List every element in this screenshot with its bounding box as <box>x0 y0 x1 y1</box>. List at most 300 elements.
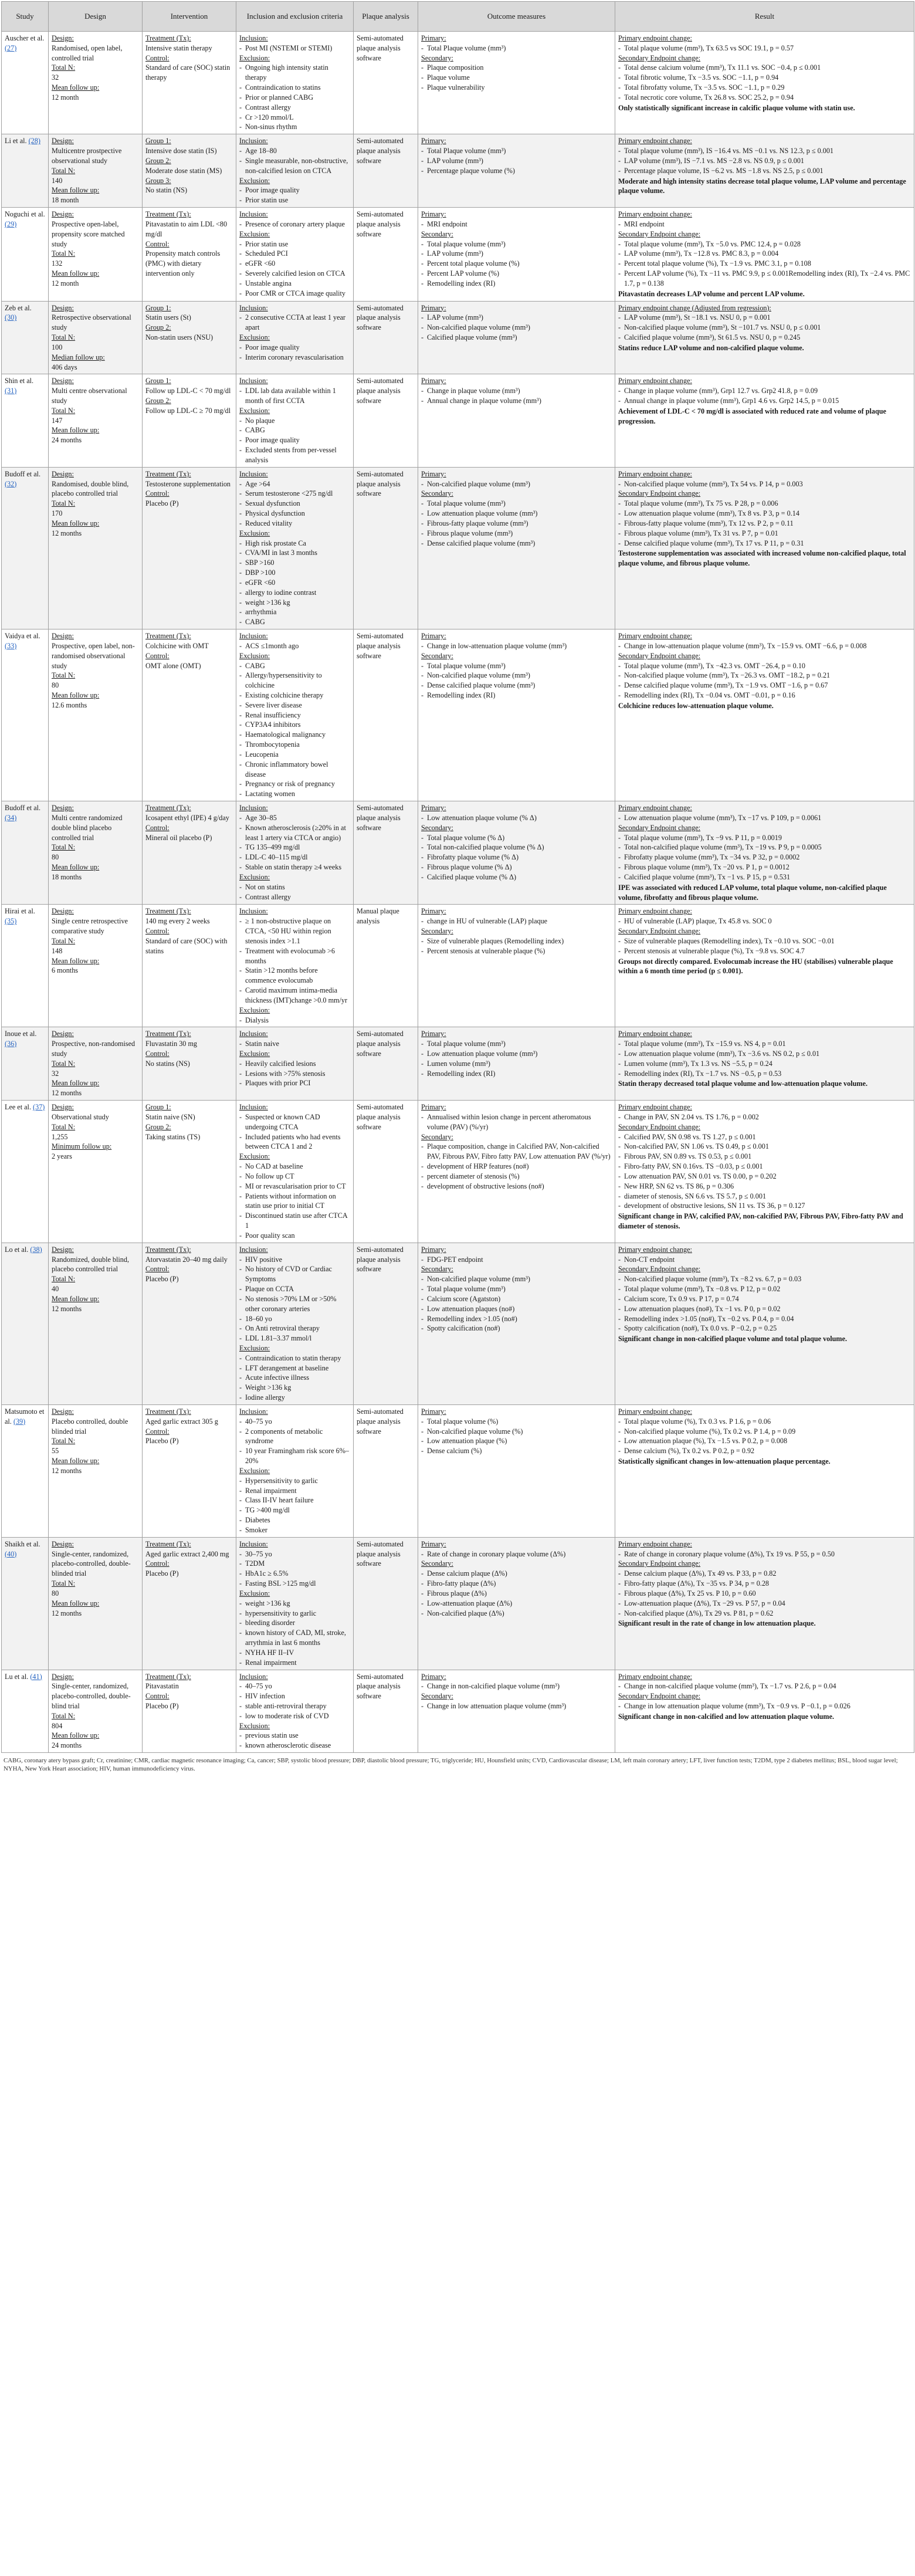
plaque-analysis-method: Semi-automated plaque analysis software <box>357 804 404 832</box>
reference-link[interactable]: (27) <box>5 43 17 52</box>
design-value: 147 <box>52 416 63 425</box>
intervention-label: Control: <box>145 239 170 248</box>
outcome-item: - Dense calcium plaque (Δ%) <box>421 1569 612 1579</box>
design-value: Observational study <box>52 1112 109 1121</box>
table-row <box>2 1404 914 1537</box>
criteria-item: - MI or revascularisation prior to CT <box>239 1182 350 1191</box>
outcome-item: - Low attenuation plaques (no#) <box>421 1304 612 1314</box>
result-item: - Fibrous PAV, SN 0.89 vs. TS 0.53, p ≤ 0.001 <box>618 1152 911 1162</box>
result-item: - Low attenuation plaques (no#), Tx −1 vs. P 0, p = 0.02 <box>618 1304 911 1314</box>
outcome-list <box>421 1274 612 1333</box>
criteria-item: - ACS ≤1month ago <box>239 641 350 651</box>
study-name: Vaidya et al. <box>5 632 40 641</box>
reference-link[interactable]: (37) <box>33 1103 45 1112</box>
reference-link[interactable]: (35) <box>5 917 17 926</box>
intervention-value: Standard of care (SOC) statin therapy <box>145 63 231 82</box>
cell-result <box>615 301 914 374</box>
result-item: - Total fibrofatty volume, Tx −3.5 vs. SOC −1.1, p = 0.29 <box>618 83 911 93</box>
result-heading: Primary endpoint change (Adjusted from regression): <box>618 303 771 312</box>
reference-link[interactable]: (33) <box>5 641 17 650</box>
cell-plaque-analysis <box>354 208 418 301</box>
criteria-list <box>239 386 350 406</box>
design-value: 170 <box>52 509 63 518</box>
outcome-heading: Primary: <box>421 907 446 916</box>
outcome-list <box>421 1681 612 1691</box>
result-item: - Non-calcified plaque volume (mm³), Tx 54 vs. P 14, p = 0.003 <box>618 479 911 489</box>
result-list <box>618 1112 911 1122</box>
criteria-item: - Physical dysfunction <box>239 509 350 519</box>
design-label: Total N: <box>52 1437 76 1446</box>
outcome-heading: Primary: <box>421 137 446 145</box>
outcome-item: - Percent stenosis at vulnerable plaque (%) <box>421 946 612 956</box>
design-value: 6 months <box>52 966 79 975</box>
intervention-value: Aged garlic extract 305 g <box>145 1417 218 1426</box>
outcome-item: - Fibrous plaque (Δ%) <box>421 1589 612 1599</box>
criteria-list <box>239 1731 350 1751</box>
cell-design <box>49 301 143 374</box>
intervention-label: Treatment (Tx): <box>145 1539 191 1548</box>
cell-study <box>2 32 49 134</box>
result-item: - Remodelling index (RI), Tx −0.04 vs. OMT −0.01, p = 0.16 <box>618 690 911 700</box>
cell-result <box>615 1101 914 1243</box>
criteria-item: - CYP3A4 inhibitors <box>239 720 350 730</box>
cell-intervention <box>143 905 236 1027</box>
design-value: 32 <box>52 73 59 82</box>
criteria-item: - low to moderate risk of CVD <box>239 1711 350 1721</box>
result-list <box>618 63 911 102</box>
criteria-item: - Lactating women <box>239 789 350 799</box>
outcome-item: - Fibrous-fatty plaque volume (mm³) <box>421 519 612 529</box>
criteria-item: - Cr >120 mmol/L <box>239 113 350 123</box>
outcome-item: - Fibrous plaque volume (% Δ) <box>421 862 612 872</box>
criteria-item: - stable anti-retroviral therapy <box>239 1701 350 1711</box>
result-item: - Total plaque volume (mm³), Tx 63.5 vs SOC 19.1, p = 0.57 <box>618 43 911 53</box>
cell-criteria <box>236 1101 354 1243</box>
design-value: Randomised, double blind, placebo controlled trial <box>52 479 129 498</box>
result-list <box>618 1569 911 1618</box>
criteria-item: - Heavily calcified lesions <box>239 1059 350 1069</box>
result-item: - Calcium score, Tx 0.9 vs. P 17, p = 0.74 <box>618 1294 911 1304</box>
outcome-heading: Secondary: <box>421 1692 453 1701</box>
criteria-item: - Class II-IV heart failure <box>239 1495 350 1505</box>
result-list <box>618 1274 911 1333</box>
reference-link[interactable]: (36) <box>5 1040 17 1048</box>
criteria-list <box>239 146 350 175</box>
result-heading: Primary endpoint change: <box>618 804 692 813</box>
outcome-list <box>421 1039 612 1078</box>
criteria-item: - Smoker <box>239 1525 350 1535</box>
result-item: - Fibrofatty plaque volume (mm³), Tx −34 vs. P 32, p = 0.0002 <box>618 852 911 862</box>
intervention-label: Treatment (Tx): <box>145 907 191 916</box>
plaque-analysis-method: Semi-automated plaque analysis software <box>357 377 404 405</box>
result-list <box>618 916 911 926</box>
design-label: Total N: <box>52 333 76 342</box>
result-item: - Total plaque volume (mm³), Tx −15.9 vs. NS 4, p = 0.01 <box>618 1039 911 1049</box>
cell-study <box>2 1101 49 1243</box>
outcome-item: - LAP volume (mm³) <box>421 313 612 323</box>
cell-design <box>49 629 143 801</box>
outcome-item: - FDG-PET endpoint <box>421 1255 612 1265</box>
design-label: Total N: <box>52 1711 76 1720</box>
result-item: - Non-calcified plaque volume (mm³), Tx −8.2 vs. 6.7, p = 0.03 <box>618 1274 911 1284</box>
cell-criteria <box>236 467 354 629</box>
reference-link[interactable]: (34) <box>5 813 17 822</box>
outcome-item: - Change in low attenuation plaque volume (mm³) <box>421 1701 612 1711</box>
criteria-item: - Contrast allergy <box>239 103 350 113</box>
design-label: Total N: <box>52 936 76 945</box>
design-value: 132 <box>52 259 63 268</box>
intervention-label: Control: <box>145 927 170 936</box>
outcome-heading: Secondary: <box>421 489 453 498</box>
study-name: Hirai et al. <box>5 907 35 916</box>
intervention-value: Icosapent ethyl (IPE) 4 g/day <box>145 813 229 822</box>
outcome-item: - Non-calcified plaque (Δ%) <box>421 1609 612 1619</box>
intervention-label: Control: <box>145 53 170 62</box>
outcome-list <box>421 1417 612 1456</box>
design-value: 12.6 months <box>52 700 87 709</box>
criteria-item: - 2 components of metabolic syndrome <box>239 1427 350 1447</box>
result-item: - Total fibrotic volume, Tx −3.5 vs. SOC −1.1, p = 0.94 <box>618 73 911 83</box>
table-body <box>2 32 914 1753</box>
design-value: 140 <box>52 176 63 185</box>
criteria-item: - CABG <box>239 661 350 671</box>
design-value: 80 <box>52 681 59 690</box>
criteria-item: - Scheduled PCI <box>239 249 350 259</box>
cell-design <box>49 1537 143 1670</box>
cell-outcome-measures <box>418 32 615 134</box>
cell-intervention <box>143 374 236 467</box>
outcome-item: - Total plaque volume (%) <box>421 1417 612 1427</box>
cell-intervention <box>143 629 236 801</box>
result-conclusion: Moderate and high intensity statins decrease total plaque volume, LAP volume and percentage plaque volume. <box>618 177 906 195</box>
design-label: Mean follow up: <box>52 1079 100 1088</box>
outcome-list <box>421 833 612 882</box>
criteria-item: - DBP >100 <box>239 568 350 578</box>
result-heading: Secondary Endpoint change: <box>618 1265 701 1274</box>
criteria-item: - hypersensitivity to garlic <box>239 1609 350 1619</box>
criteria-list <box>239 479 350 529</box>
cell-design <box>49 1243 143 1404</box>
outcome-item: - Plaque composition, change in Calcified PAV, Non-calcified PAV, Fibrous PAV, Fibro fatty PAV, Low attenuation PAV (%/yr) <box>421 1142 612 1162</box>
outcome-item: - Remodelling index (RI) <box>421 690 612 700</box>
intervention-value: Mineral oil placebo (P) <box>145 833 212 842</box>
result-item: - Total dense calcium volume (mm³), Tx 11.1 vs. SOC −0.4, p ≤ 0.001 <box>618 63 911 73</box>
cell-outcome-measures <box>418 1537 615 1670</box>
criteria-item: - weight >136 kg <box>239 1599 350 1609</box>
cell-study <box>2 1027 49 1101</box>
result-item: - HU of vulnerable (LAP) plaque, Tx 45.8 vs. SOC 0 <box>618 916 911 926</box>
result-item: - Lumen volume (mm³), Tx 1.3 vs. NS −5.5, p = 0.24 <box>618 1059 911 1069</box>
outcome-item: - Percent LAP volume (%) <box>421 269 612 279</box>
design-value: 12 month <box>52 279 79 287</box>
design-label: Mean follow up: <box>52 1731 100 1740</box>
criteria-heading: Exclusion: <box>239 651 270 660</box>
cell-plaque-analysis <box>354 1404 418 1537</box>
criteria-item: - Treatment with evolocumab >6 months <box>239 946 350 966</box>
outcome-item: - Total plaque volume (% Δ) <box>421 833 612 843</box>
criteria-heading: Exclusion: <box>239 229 270 238</box>
intervention-value: Pitavastatin <box>145 1682 179 1691</box>
design-value: Prospective, non-randomised study <box>52 1040 135 1058</box>
result-item: - Total plaque volume (mm³), Tx −0.8 vs. P 12, p = 0.02 <box>618 1284 911 1294</box>
design-value: 18 months <box>52 872 82 881</box>
outcome-item: - Fibrous plaque volume (mm³) <box>421 529 612 539</box>
criteria-item: - Ongoing high intensity statin therapy <box>239 63 350 83</box>
outcome-list <box>421 1549 612 1559</box>
outcome-item: - LAP volume (mm³) <box>421 156 612 166</box>
criteria-item: - Hypersensitivity to garlic <box>239 1476 350 1486</box>
design-value: 12 months <box>52 1466 82 1475</box>
outcome-item: - Fibro-fatty plaque (Δ%) <box>421 1579 612 1589</box>
criteria-item: - LFT derangement at baseline <box>239 1363 350 1373</box>
criteria-item: - Thrombocytopenia <box>239 740 350 750</box>
plaque-analysis-method: Semi-automated plaque analysis software <box>357 1672 404 1701</box>
criteria-list <box>239 1476 350 1535</box>
cell-study <box>2 374 49 467</box>
cell-intervention <box>143 1027 236 1101</box>
design-label: Total N: <box>52 1122 76 1131</box>
reference-link[interactable]: (28) <box>28 137 40 145</box>
result-item: - Total non-calcified plaque volume (mm³), Tx −19 vs. P 9, p = 0.0005 <box>618 842 911 852</box>
cell-intervention <box>143 134 236 208</box>
cell-design <box>49 1027 143 1101</box>
reference-link[interactable]: (30) <box>5 313 17 322</box>
result-conclusion: Statins reduce LAP volume and non-calcified plaque volume. <box>618 343 804 352</box>
cell-plaque-analysis <box>354 801 418 905</box>
criteria-list <box>239 1039 350 1049</box>
criteria-item: - Renal insufficiency <box>239 710 350 720</box>
result-conclusion: Groups not directly compared. Evolocumab increase the HU (stabilises) vulnerable plaque within a 6 month time period (p ≤ 0.001). <box>618 957 893 976</box>
outcome-item: - development of HRP features (no#) <box>421 1162 612 1172</box>
design-value: 80 <box>52 1589 59 1597</box>
intervention-label: Treatment (Tx): <box>145 210 191 219</box>
criteria-item: - TG >400 mg/dl <box>239 1505 350 1515</box>
result-item: - Change in PAV, SN 2.04 vs. TS 1.76, p = 0.002 <box>618 1112 911 1122</box>
outcome-item: - Plaque composition <box>421 63 612 73</box>
plaque-analysis-method: Semi-automated plaque analysis software <box>357 1539 404 1568</box>
study-name: Matsumoto et al. <box>5 1407 45 1426</box>
criteria-item: - 40–75 yo <box>239 1681 350 1691</box>
criteria-item: - ≥ 1 non-obstructive plaque on CTCA, <50 HU within region stenosis index >1.1 <box>239 916 350 946</box>
result-list <box>618 661 911 700</box>
table-row <box>2 1243 914 1404</box>
cell-result <box>615 801 914 905</box>
intervention-label: Treatment (Tx): <box>145 632 191 641</box>
intervention-label: Control: <box>145 1265 170 1274</box>
result-item: - LAP volume (mm³), St −18.1 vs. NSU 0, p = 0.001 <box>618 313 911 323</box>
result-item: - Fibrous plaque volume (mm³), Tx −20 vs. P 1, p = 0.0012 <box>618 862 911 872</box>
intervention-value: Placebo (P) <box>145 499 179 508</box>
outcome-heading: Primary: <box>421 34 446 42</box>
intervention-label: Treatment (Tx): <box>145 1030 191 1038</box>
reference-link[interactable]: (40) <box>5 1549 17 1558</box>
header-plaque-analysis: Plaque analysis <box>354 2 418 32</box>
outcome-list <box>421 1255 612 1265</box>
cell-design <box>49 1404 143 1537</box>
outcome-item: - Dense calcium (%) <box>421 1446 612 1456</box>
design-label: Design: <box>52 1539 74 1548</box>
criteria-heading: Inclusion: <box>239 1407 268 1416</box>
criteria-item: - Single measurable, non-obstructive, non-calcified lesion on CTCA <box>239 156 350 176</box>
design-label: Mean follow up: <box>52 1599 100 1607</box>
design-label: Total N: <box>52 843 76 852</box>
criteria-item: - T2DM <box>239 1559 350 1569</box>
design-value: Multi centre observational study <box>52 387 127 405</box>
design-value: 1,255 <box>52 1132 68 1141</box>
plaque-analysis-method: Manual plaque analysis <box>357 907 399 926</box>
criteria-item: - LDL lab data available within 1 month of first CCTA <box>239 386 350 406</box>
outcome-item: - Fibrofatty plaque volume (% Δ) <box>421 852 612 862</box>
intervention-label: Treatment (Tx): <box>145 34 191 42</box>
result-conclusion: Colchicine reduces low-attenuation plaque volume. <box>618 701 774 710</box>
intervention-value: No statins (NS) <box>145 1059 190 1068</box>
table-row <box>2 905 914 1027</box>
result-list <box>618 1549 911 1559</box>
cell-result <box>615 905 914 1027</box>
reference-link[interactable]: (38) <box>30 1245 42 1254</box>
outcome-heading: Secondary: <box>421 229 453 238</box>
cell-study <box>2 905 49 1027</box>
outcome-list <box>421 146 612 175</box>
outcome-item: - Total Plaque volume (mm³) <box>421 43 612 53</box>
header-study: Study <box>2 2 49 32</box>
design-value: Single-center, randomized, placebo-controlled, double-blind trial <box>52 1682 131 1710</box>
design-label: Design: <box>52 632 74 641</box>
criteria-item: - eGFR <60 <box>239 578 350 588</box>
study-name: Inoue et al. <box>5 1030 37 1038</box>
design-value: 40 <box>52 1285 59 1294</box>
outcome-item: - Change in low-attenuation plaque volume (mm³) <box>421 641 612 651</box>
cell-outcome-measures <box>418 208 615 301</box>
criteria-item: - Not on statins <box>239 882 350 892</box>
criteria-heading: Inclusion: <box>239 1672 268 1681</box>
result-list <box>618 1255 911 1265</box>
result-heading: Primary endpoint change: <box>618 1030 692 1038</box>
outcome-item: - Low attenuation plaque volume (mm³) <box>421 509 612 519</box>
outcome-item: - MRI endpoint <box>421 219 612 229</box>
cell-study <box>2 1537 49 1670</box>
design-value: 100 <box>52 343 63 351</box>
intervention-value: Follow up LDL-C < 70 mg/dl <box>145 387 231 395</box>
reference-link[interactable]: (39) <box>13 1417 26 1426</box>
criteria-item: - Known atherosclerosis (≥20% in at least 1 artery via CTCA or angio) <box>239 823 350 843</box>
cell-criteria <box>236 301 354 374</box>
design-value: 804 <box>52 1721 63 1730</box>
cell-outcome-measures <box>418 629 615 801</box>
intervention-label: Control: <box>145 1427 170 1436</box>
outcome-heading: Secondary: <box>421 1265 453 1274</box>
intervention-value: Atorvastatin 20–40 mg daily <box>145 1255 228 1264</box>
result-item: - Non-calcified plaque (Δ%), Tx 29 vs. P 81, p = 0.62 <box>618 1609 911 1619</box>
criteria-item: - Renal impairment <box>239 1486 350 1496</box>
outcome-item: - Spotty calcification (no#) <box>421 1323 612 1333</box>
cell-result <box>615 1670 914 1753</box>
result-list <box>618 146 911 175</box>
criteria-heading: Exclusion: <box>239 1466 270 1475</box>
criteria-list <box>239 43 350 53</box>
cell-intervention <box>143 1537 236 1670</box>
outcome-item: - Non-calcified plaque volume (%) <box>421 1427 612 1437</box>
cell-result <box>615 467 914 629</box>
intervention-value: Statin users (St) <box>145 313 191 322</box>
result-item: - Rate of change in coronary plaque volume (Δ%), Tx 19 vs. P 55, p = 0.50 <box>618 1549 911 1559</box>
design-label: Median follow up: <box>52 353 105 361</box>
cell-plaque-analysis <box>354 1537 418 1670</box>
table-row <box>2 301 914 374</box>
design-value: 12 months <box>52 1609 82 1617</box>
reference-link[interactable]: (29) <box>5 219 17 228</box>
intervention-value: Colchicine with OMT <box>145 641 209 650</box>
criteria-list <box>239 343 350 363</box>
result-item: - Annual change in plaque volume (mm³), Grp1 4.6 vs. Grp2 14.5, p = 0.015 <box>618 396 911 406</box>
result-list <box>618 386 911 406</box>
reference-link[interactable]: (32) <box>5 479 17 488</box>
outcome-item: - Total plaque volume (mm³) <box>421 239 612 249</box>
criteria-item: - weight >136 kg <box>239 598 350 608</box>
design-label: Mean follow up: <box>52 519 100 527</box>
result-list <box>618 1417 911 1456</box>
result-item: - Total plaque volume (mm³), Tx −42.3 vs. OMT −26.4, p = 0.10 <box>618 661 911 671</box>
reference-link[interactable]: (31) <box>5 387 17 395</box>
result-item: - Non-calcified plaque volume (mm³), St −101.7 vs. NSU 0, p ≤ 0.001 <box>618 323 911 333</box>
result-item: - Low attenuation PAV, SN 0.01 vs. TS 0.00, p = 0.202 <box>618 1172 911 1182</box>
table-row <box>2 801 914 905</box>
criteria-list <box>239 239 350 299</box>
result-item: - Total plaque volume (mm³), Tx 75 vs. P 28, p = 0.006 <box>618 499 911 509</box>
cell-plaque-analysis <box>354 1670 418 1753</box>
criteria-list <box>239 1059 350 1088</box>
criteria-item: - No CAD at baseline <box>239 1162 350 1172</box>
design-label: Design: <box>52 1407 74 1416</box>
design-value: 24 months <box>52 436 82 445</box>
criteria-item: - Poor image quality <box>239 435 350 445</box>
criteria-item: - Contrast allergy <box>239 892 350 902</box>
outcome-item: - Non-calcified plaque volume (mm³) <box>421 671 612 681</box>
design-value: Randomised, open label, controlled trial <box>52 43 123 62</box>
intervention-label: Control: <box>145 1049 170 1058</box>
cell-outcome-measures <box>418 134 615 208</box>
criteria-heading: Inclusion: <box>239 377 268 385</box>
criteria-list <box>239 916 350 1005</box>
design-label: Total N: <box>52 671 76 680</box>
cell-criteria <box>236 1537 354 1670</box>
criteria-item: - CABG <box>239 617 350 627</box>
intervention-value: OMT alone (OMT) <box>145 661 201 670</box>
reference-link[interactable]: (41) <box>30 1672 42 1681</box>
table-row <box>2 1027 914 1101</box>
outcome-list <box>421 43 612 53</box>
cell-outcome-measures <box>418 301 615 374</box>
header-criteria: Inclusion and exclusion criteria <box>236 2 354 32</box>
table-footnote: CABG, coronary atery bypass graft; Cr, creatinine; CMR, cardiac magnetic resonance imaging; Ca, cancer; SBP, systolic blood pressure; DBP, diastolic blood pressure; TG, triglyceride; HU, Hounsfield units; CVD, Cardiovascular disease; LM, left main coronary artery; LFT, liver function tests; T2DM, type 2 diabetes mellitus; BSL, blood sugar level; NYHA, New York Heart association; HIV, human immunodeficiency virus. <box>4 1757 898 1773</box>
intervention-value: 140 mg every 2 weeks <box>145 917 210 926</box>
design-label: Design: <box>52 907 74 916</box>
intervention-label: Control: <box>145 1692 170 1701</box>
table-row <box>2 134 914 208</box>
outcome-heading: Primary: <box>421 1672 446 1681</box>
cell-design <box>49 1670 143 1753</box>
cell-intervention <box>143 801 236 905</box>
criteria-item: - SBP >160 <box>239 558 350 568</box>
intervention-label: Group 2: <box>145 396 171 405</box>
criteria-heading: Exclusion: <box>239 1344 270 1352</box>
result-heading: Primary endpoint change: <box>618 907 692 916</box>
criteria-heading: Inclusion: <box>239 137 268 145</box>
design-value: 12 month <box>52 93 79 101</box>
outcome-item: - Total plaque volume (mm³) <box>421 1039 612 1049</box>
cell-study <box>2 208 49 301</box>
design-label: Total N: <box>52 1059 76 1068</box>
